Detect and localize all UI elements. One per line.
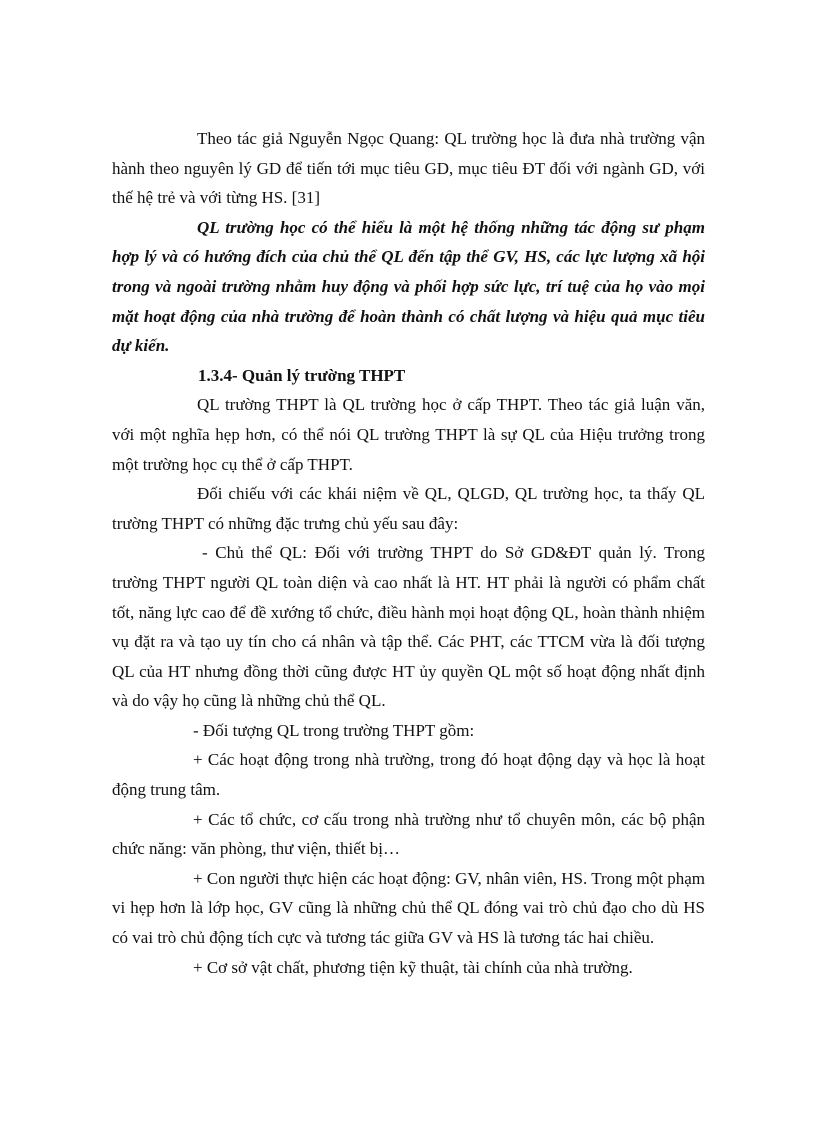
list-item-facilities: + Cơ sở vật chất, phương tiện kỹ thuật, tài chính của nhà trường.	[193, 957, 633, 977]
paragraph-management-subject: - Chủ thể QL: Đối với trường THPT do Sở GD&ĐT quản lý. Trong trường THPT người QL toàn diện và cao nhất là HT. HT phải là người có phẩm chất tốt, năng lực cao để đề xướng tổ chức, điều hành mọi hoạt động QL, hoàn thành nhiệm vụ đặt ra và tạo uy tín cho cá nhân và tập thể. Các PHT, các TTCM vừa là đối tượng QL của HT nhưng đồng thời cũng được HT ủy quyền QL một số hoạt động nhất định và do vậy họ cũng là những chủ thể QL.	[112, 543, 705, 711]
list-item-activities: + Các hoạt động trong nhà trường, trong đó hoạt động dạy và học là hoạt động trung tâm.	[112, 750, 705, 800]
section-heading: 1.3.4- Quản lý trường THPT	[198, 365, 406, 385]
list-item-organizations: + Các tổ chức, cơ cấu trong nhà trường như tổ chuyên môn, các bộ phận chức năng: văn phòng, thư viện, thiết bị…	[112, 809, 705, 859]
paragraph-definition-quang: Theo tác giả Nguyễn Ngọc Quang: QL trường học là đưa nhà trường vận hành theo nguyên lý GD để tiến tới mục tiêu GD, mục tiêu ĐT đối với ngành GD, với thế hệ trẻ và với từng HS. [31]	[112, 129, 705, 208]
paragraph-management-objects: - Đối tượng QL trong trường THPT gồm:	[193, 720, 475, 740]
paragraph-thpt-management: QL trường THPT là QL trường học ở cấp THPT. Theo tác giả luận văn, với một nghĩa hẹp hơn, có thể nói QL trường THPT là sự QL của Hiệu trưởng trong một trường học cụ thể ở cấp THPT.	[112, 395, 705, 474]
document-body	[112, 124, 705, 982]
paragraph-definition-school-management: QL trường học có thể hiểu là một hệ thống những tác động sư phạm hợp lý và có hướng đích của chủ thể QL đến tập thể GV, HS, các lực lượng xã hội trong và ngoài trường nhằm huy động và phối hợp sức lực, trí tuệ của họ vào mọi mặt hoạt động của nhà trường để hoàn thành có chất lượng và hiệu quả mục tiêu dự kiến.	[112, 217, 705, 356]
list-item-people: + Con người thực hiện các hoạt động: GV, nhân viên, HS. Trong một phạm vi hẹp hơn là lớp học, GV cũng là những chủ thể QL đóng vai trò chủ đạo cho dù HS có vai trò chủ động tích cực và tương tác giữa GV và HS là tương tác hai chiều.	[112, 868, 705, 948]
paragraph-comparison: Đối chiếu với các khái niệm về QL, QLGD, QL trường học, ta thấy QL trường THPT có những đặc trưng chủ yếu sau đây:	[112, 484, 705, 533]
